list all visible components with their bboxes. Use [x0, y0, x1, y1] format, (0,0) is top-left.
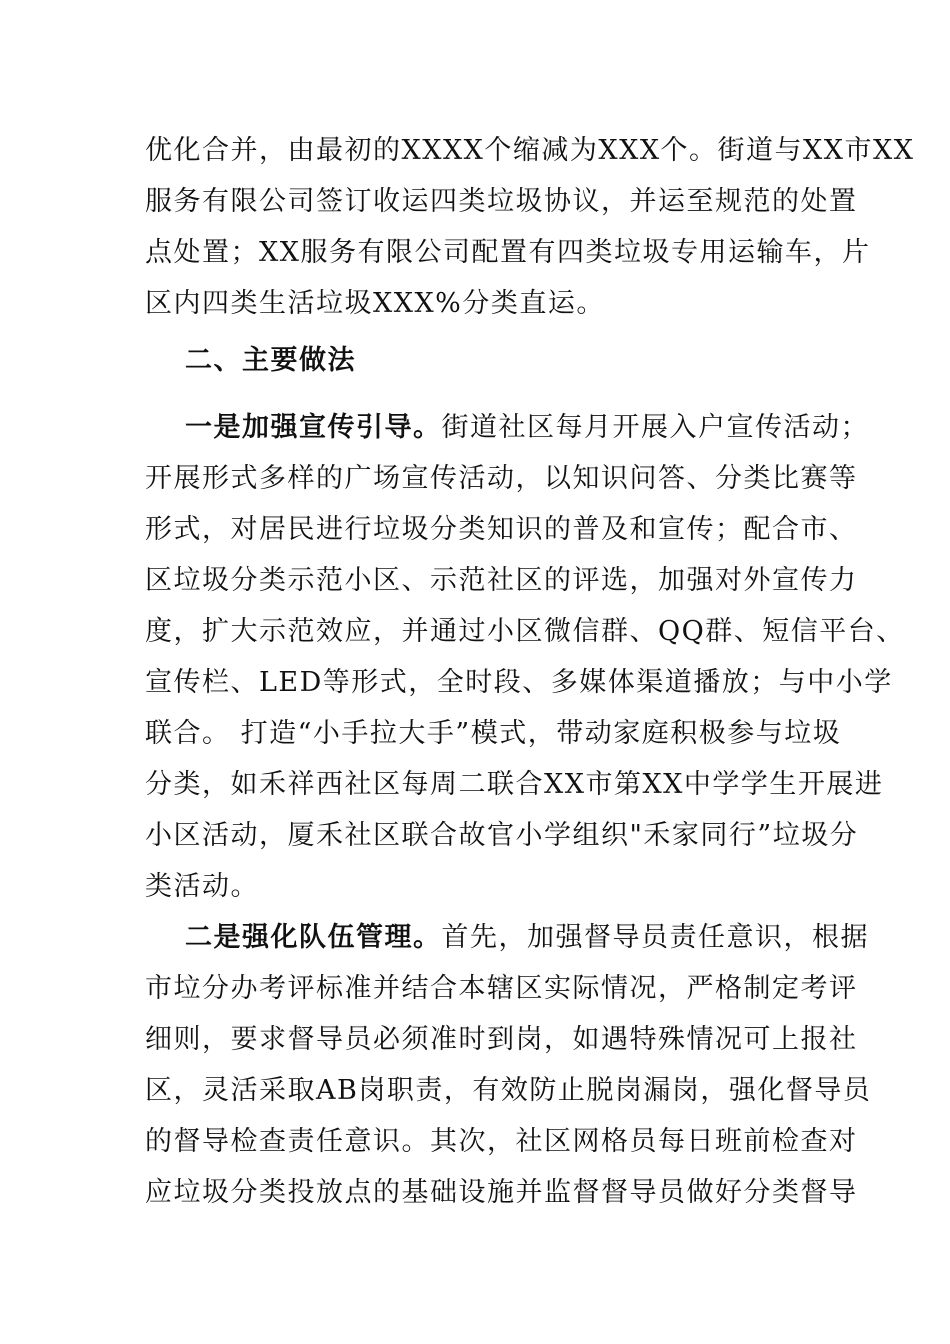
text-line: 形式，对居民进行垃圾分类知识的普及和宣传；配合市、: [145, 514, 858, 545]
paragraph-waste-transport: [145, 125, 915, 329]
paragraph-team-management: [145, 912, 872, 1218]
text-line: 区，灵活采取AB岗职责，有效防止脱岗漏岗，强化督导员: [145, 1075, 872, 1106]
text-line: 区垃圾分类示范小区、示范社区的评选，加强对外宣传力: [145, 565, 858, 596]
text-line: 优化合并，由最初的XXXX个缩减为XXX个。街道与XX市XX: [145, 135, 915, 166]
paragraph-lead: 二是强化队伍管理。: [185, 922, 442, 953]
text-line: 分类，如禾祥西社区每周二联合XX市第XX中学学生开展进: [145, 769, 884, 800]
text-line: 区内四类生活垃圾XXX%分类直运。: [145, 288, 605, 319]
text-line: 细则，要求督导员必须准时到岗，如遇特殊情况可上报社: [145, 1024, 858, 1055]
paragraph-lead: 一是加强宣传引导。: [185, 412, 442, 443]
text-line: 联合。 打造“小手拉大手”模式，带动家庭积极参与垃圾: [145, 718, 842, 749]
text-line: 应垃圾分类投放点的基础设施并监督督导员做好分类督导: [145, 1177, 858, 1208]
text-line: 小区活动，厦禾社区联合故官小学组织"禾家同行”垃圾分: [145, 820, 859, 851]
text-line: 服务有限公司签订收运四类垃圾协议，并运至规范的处置: [145, 186, 858, 217]
paragraph-lead-rest: 街道社区每月开展入户宣传活动；: [441, 412, 869, 443]
text-line: [145, 402, 869, 453]
text-line: 的督导检查责任意识。其次，社区网格员每日班前检查对: [145, 1126, 858, 1157]
text-line: [145, 912, 869, 963]
text-line: 度，扩大示范效应，并通过小区微信群、QQ群、短信平台、: [145, 616, 905, 647]
paragraph-publicity: [145, 402, 905, 912]
paragraph-lead-rest: 首先，加强督导员责任意识，根据: [441, 922, 869, 953]
text-line: 市垃分办考评标准并结合本辖区实际情况，严格制定考评: [145, 973, 858, 1004]
text-line: 开展形式多样的广场宣传活动，以知识问答、分类比赛等: [145, 463, 858, 494]
text-line: 宣传栏、LED等形式，全时段、多媒体渠道播放；与中小学: [145, 667, 893, 698]
text-line: 点处置；XX服务有限公司配置有四类垃圾专用运输车，片: [145, 237, 871, 268]
text-line: 类活动。: [145, 871, 259, 902]
section-heading: 二、主要做法: [185, 345, 356, 376]
